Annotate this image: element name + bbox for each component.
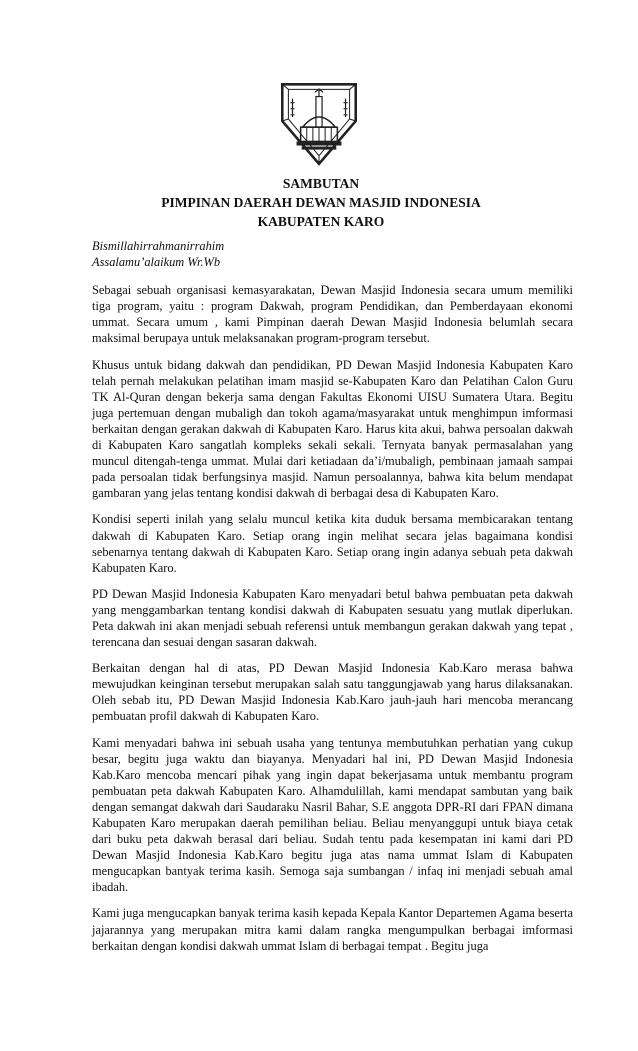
heading-line-1: SAMBUTAN xyxy=(282,176,360,191)
greeting-line-2: Assalamu’alaikum Wr.Wb xyxy=(92,255,221,270)
paragraph: PD Dewan Masjid Indonesia Kabupaten Karo menyadari betul bahwa pembuatan peta dakwah yang menggambarkan tentang kondisi dakwah di Kabupaten sesuatu yang mutlak diperlukan. Peta dakwah ini akan menjadi sebuah referensi untuk membangun gerakan dakwah yang tepat , terencana dan sesuai dengan sasaran dakwah. xyxy=(92,586,573,650)
paragraph: Khusus untuk bidang dakwah dan pendidikan, PD Dewan Masjid Indonesia Kabupaten Karo telah pernah melakukan pelatihan imam masjid se-Kabupaten Karo dan Pelatihan Calon Guru TK Al-Quran dengan bekerja sama dengan Fakultas Ekonomi UISU Sumatera Utara. Begitu juga pertemuan dengan mubaligh dan tokoh agama/masyarakat untuk menghimpun imformasi berkaitan dengan gerakan dakwah di Kabupaten Karo. Harus kita akui, bahwa persoalan dakwah di Kabupaten Karo sangatlah kompleks sekali sekali. Ternyata banyak permasalahan yang muncul ditengah-tenga ummat. Mulai dari ketiadaan da’i/mubaligh, pembinaan jamaah sampai pada persoalan tidak berfungsinya masjid. Namun persoalannya, bahwa kita belum mendapat gambaran yang jelas tentang kondisi dakwah di berbagai desa di Kabupaten Karo. xyxy=(92,357,573,501)
paragraph: Kami juga mengucapkan banyak terima kasih kepada Kepala Kantor Departemen Agama beserta jajarannya yang merupakan mitra kami dalam rangka mengumpulkan berbagai imformasi berkaitan dengan kondisi dakwah ummat Islam di berbagai tempat . Begitu juga xyxy=(92,906,573,953)
paragraph: Kondisi seperti inilah yang selalu muncul ketika kita duduk bersama membicarakan tentang dakwah di Kabupaten Karo. Setiap orang ingin melihat secara jelas bagaimana kondisi sebenarnya tentang dakwah di Kabupaten Karo. Setiap orang ingin adanya sebuah peta dakwah Kabupaten Karo. xyxy=(92,512,573,575)
greeting xyxy=(92,238,573,270)
heading-line-3: KABUPATEN KARO xyxy=(257,214,385,229)
paragraph: Sebagai sebuah organisasi kemasyarakatan, Dewan Masjid Indonesia secara umum memiliki tiga program, yaitu : program Dakwah, program Pendidikan, dan Pemberdayaan ekonomi ummat. Secara umum , kami Pimpinan daerah Dewan Masjid Indonesia belumlah secara maksimal berupaya untuk melaksanakan program-program tersebut. xyxy=(92,283,573,346)
document-body xyxy=(92,238,573,964)
paragraph: Kami menyadari bahwa ini sebuah usaha yang tentunya membutuhkan perhatian yang cukup besar, begitu juga waktu dan biayanya. Menyadari hal ini, PD Dewan Masjid Indonesia Kab.Karo mencoba mencari pihak yang ingin dapat bekerjasama untuk membantu program pembuatan peta dakwah Kabupaten Karo. Alhamdulillah, kami mendapat sambutan yang baik dengan semangat dakwah dari Saudaraku Nasril Bahar, S.E anggota DPR-RI dari FPAN dimana Kabupaten Karo merupakan daerah pemilihan beliau. Beliau menyanggupi untuk biaya cetak dari buku peta dakwah berasal dari beliau. Sudah tentu pada kesempatan ini kami dari PD Dewan Masjid Indonesia Kab.Karo begitu juga atas nama ummat Islam di Kabupaten mengucapkan bantyak terima kasih. Semoga saja sumbangan / infaq ini menjadi sebuah amal ibadah. xyxy=(92,735,573,895)
greeting-line-1: Bismillahirrahmanirrahim xyxy=(92,239,225,253)
document-heading xyxy=(92,174,550,231)
paragraph: Berkaitan dengan hal di atas, PD Dewan Masjid Indonesia Kab.Karo merasa bahwa mewujudkan keinginan tersebut merupakan salah satu tanggungjawab yang harus dilaksanakan. Oleh sebab itu, PD Dewan Masjid Indonesia Kab.Karo jauh-jauh hari mencoba merancang pembuatan profil dakwah di Kabupaten Karo. xyxy=(92,661,573,724)
dmi-mosque-emblem-icon xyxy=(268,68,370,170)
heading-line-2: PIMPINAN DAERAH DEWAN MASJID INDONESIA xyxy=(161,195,481,210)
